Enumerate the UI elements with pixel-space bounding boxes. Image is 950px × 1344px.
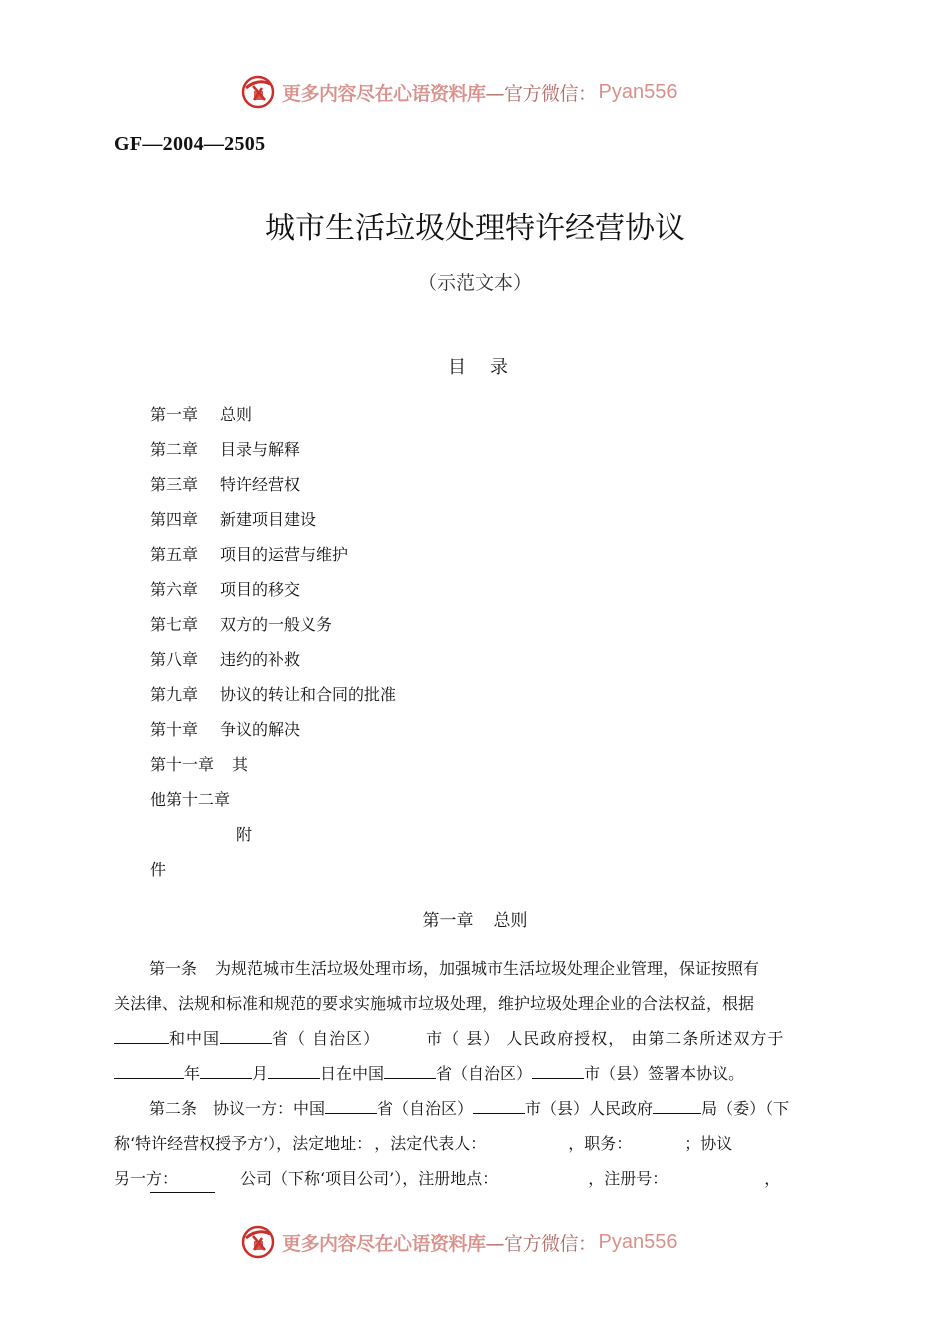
- blank-field: [325, 1099, 377, 1114]
- article-1-line-2: 关法律、法规和标准和规范的要求实施城市垃圾处理，维护垃圾处理企业的合法权益，根据: [114, 994, 755, 1013]
- article-1-line-3: 和中国 省（ 自治区） 市（ 县） 人民政府授权， 由第二条所述双方于: [114, 1026, 784, 1049]
- toc-item: 第三章 特许经营权: [150, 475, 301, 494]
- banner-text-main: 更多内容尽在心语资料库: [282, 82, 486, 105]
- toc-item: 第十章 争议的解决: [150, 720, 301, 739]
- blank-field: [200, 1064, 252, 1079]
- article-1-line-4: 年 月 日在中国 省（自治区） 市（县）签署本协议。: [114, 1061, 744, 1084]
- blank-field: [653, 1099, 701, 1114]
- document-title: 城市生活垃圾处理特许经营协议: [265, 211, 685, 246]
- blank-field: [114, 1064, 184, 1079]
- banner-text-wechat: —官方微信：: [485, 82, 597, 105]
- toc-item: 第四章 新建项目建设: [150, 510, 317, 529]
- document-subtitle: （示范文本）: [417, 272, 532, 294]
- blank-field: [114, 1029, 169, 1044]
- blank-field: [220, 1029, 272, 1044]
- toc-item: 第五章 项目的运营与维护: [150, 545, 349, 564]
- toc-item: 第六章 项目的移交: [150, 580, 301, 599]
- toc-item: 第一章 总则: [150, 405, 253, 424]
- toc-item: 第二章 目录与解释: [150, 440, 301, 459]
- chapter-heading: 第一章 总则: [422, 911, 528, 931]
- top-banner: [240, 72, 678, 112]
- blank-field: [532, 1064, 584, 1079]
- document-code: GF—2004—2505: [114, 133, 266, 155]
- article-1-line-1: 第一条 为规范城市生活垃圾处理市场，加强城市生活垃圾处理企业管理，保证按照有: [149, 959, 760, 978]
- toc-item: 第八章 违约的补救: [150, 650, 301, 669]
- article-2-line-1: 第二条 协议一方：中国 省（自治区） 市（县）人民政府 局（委）（下: [149, 1099, 790, 1118]
- banner-text-wechat: —官方微信：: [485, 1232, 597, 1255]
- stamp-logo-icon: [240, 1224, 276, 1260]
- blank-field: [384, 1064, 436, 1079]
- banner-text-main: 更多内容尽在心语资料库: [282, 1232, 486, 1255]
- blank-field: [150, 1192, 215, 1193]
- bottom-banner: [240, 1222, 678, 1262]
- article-2-line-3: 另一方： 公司（下称‘项目公司’），注册地点： ，注册号： ，: [114, 1169, 781, 1188]
- toc-item: 他第十二章: [150, 790, 231, 809]
- banner-wechat-id: Pyan556: [598, 1230, 678, 1253]
- toc-item: 附: [236, 825, 253, 844]
- toc-item: 件: [150, 860, 167, 879]
- toc-heading: 目 录: [448, 357, 508, 378]
- article-2-line-2: 称‘特许经营权授予方’），法定地址： ，法定代表人： ，职务： ；协议: [114, 1134, 733, 1153]
- toc-item: 第十一章 其: [150, 755, 249, 774]
- banner-wechat-id: Pyan556: [598, 80, 678, 103]
- blank-field: [473, 1099, 525, 1114]
- stamp-logo-icon: [240, 74, 276, 110]
- toc-item: 第七章 双方的一般义务: [150, 615, 333, 634]
- blank-field: [268, 1064, 320, 1079]
- toc-item: 第九章 协议的转让和合同的批准: [150, 685, 397, 704]
